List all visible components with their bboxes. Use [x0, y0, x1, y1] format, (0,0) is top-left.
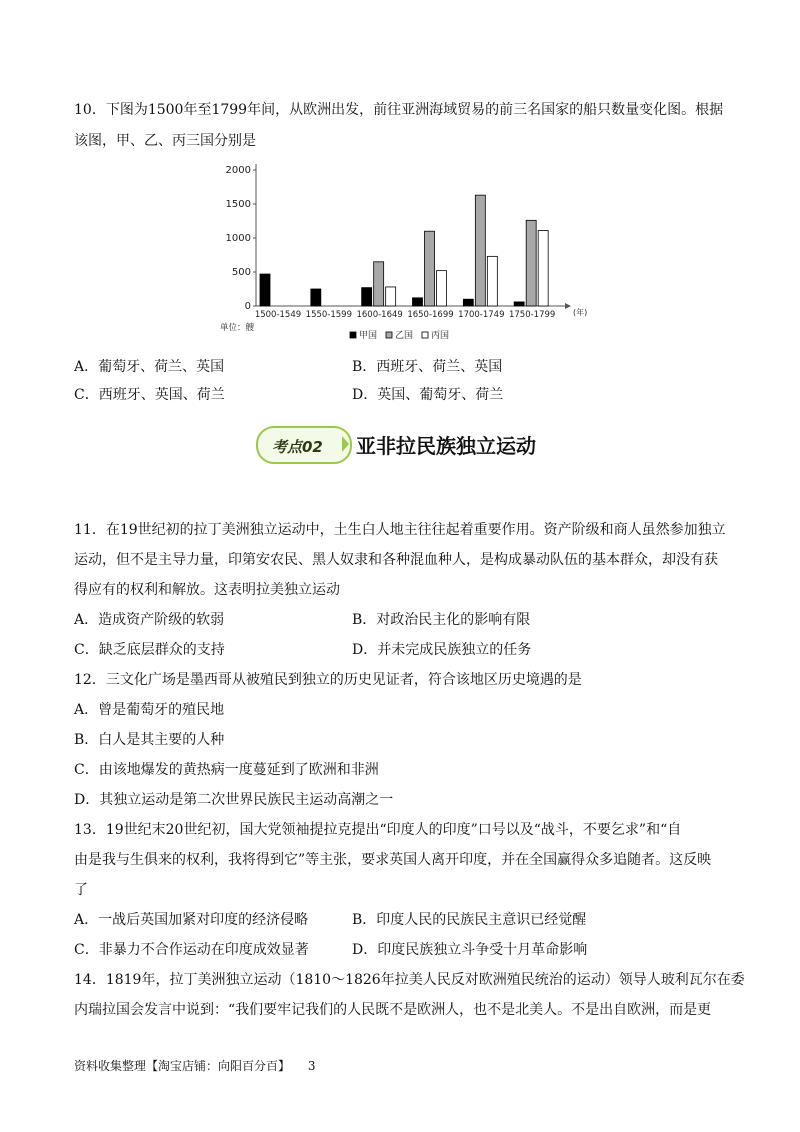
bar [413, 298, 423, 306]
q13-line1: 13．19世纪末20世纪初，国大党领袖提拉克提出“印度人的印度”口号以及“战斗，不要乞求”和“自 [74, 822, 682, 838]
x-axis-label: (年) [573, 308, 588, 317]
bar [374, 262, 384, 306]
banner-code: 考点02 [272, 438, 323, 456]
q11-option-d[interactable]: D．并未完成民族独立的任务 [352, 642, 532, 658]
legend-label: 乙国 [395, 331, 414, 341]
y-tick-label: 0 [244, 301, 251, 312]
q12-option-b[interactable]: B．白人是其主要的人种 [74, 732, 225, 748]
page-footer [74, 1058, 315, 1074]
q13-line2: 由是我与生俱来的权利，我将得到它”等主张，要求英国人离开印度，并在全国赢得众多追随者。这反映 [74, 852, 712, 868]
q10-line2: 该图，甲、乙、丙三国分别是 [74, 133, 256, 149]
q10-line1: 10．下图为1500年至1799年间，从欧洲出发，前往亚洲海域贸易的前三名国家的船只数量变化图。根据 [74, 102, 724, 118]
footer-source: 资料收集整理【淘宝店铺：向阳百分百】 [74, 1059, 291, 1073]
q14-line2: 内瑞拉国会发言中说到：“我们要牢记我们的人民既不是欧洲人，也不是北美人。不是出自欧洲，而是更 [74, 1002, 712, 1018]
q12-option-a[interactable]: A．曾是葡萄牙的殖民地 [74, 702, 225, 718]
x-tick-label: 1550-1599 [305, 310, 353, 320]
legend-swatch [422, 332, 428, 338]
ship-count-chart [220, 160, 600, 342]
bar [437, 271, 447, 306]
q13-line3: 了 [74, 882, 88, 898]
y-tick-label: 1500 [225, 199, 251, 210]
q13-option-d[interactable]: D．印度民族独立斗争受十月革命影响 [352, 942, 588, 958]
bar [514, 302, 524, 306]
bar [362, 288, 372, 306]
q12-option-d[interactable]: D．其独立运动是第二次世界民族民主运动高潮之一 [74, 792, 394, 808]
x-tick-label: 1700-1749 [458, 310, 505, 320]
x-tick-label: 1750-1799 [508, 310, 556, 320]
y-tick-label: 2000 [225, 165, 251, 176]
banner-leaf-icon [340, 436, 350, 452]
bar [487, 256, 497, 306]
section-banner [256, 424, 556, 464]
q11-option-a[interactable]: A．造成资产阶级的软弱 [74, 612, 225, 628]
bar [311, 289, 321, 306]
q10-option-d[interactable]: D．英国、葡萄牙、荷兰 [352, 387, 504, 403]
q12-option-c[interactable]: C．由该地爆发的黄热病一度蔓延到了欧洲和非洲 [74, 762, 379, 778]
bar [463, 299, 473, 306]
legend-label: 丙国 [431, 331, 450, 341]
q11-line2: 运动，但不是主导力量，印第安农民、黑人奴隶和各种混血种人，是构成暴动队伍的基本群众，却没有获 [74, 552, 718, 568]
bar [526, 220, 536, 306]
q10-option-b[interactable]: B．西班牙、荷兰、英国 [352, 359, 503, 375]
q13-option-a[interactable]: A．一战后英国加紧对印度的经济侵略 [74, 912, 309, 928]
bar [260, 274, 270, 306]
y-tick-label: 500 [231, 267, 251, 278]
bar [386, 287, 396, 306]
q13-option-c[interactable]: C．非暴力不合作运动在印度成效显著 [74, 942, 309, 958]
q11-line1: 11．在19世纪初的拉丁美洲独立运动中，土生白人地主往往起着重要作用。资产阶级和商人虽然参加独立 [74, 522, 726, 538]
bar [475, 195, 485, 306]
q12-line1: 12．三文化广场是墨西哥从被殖民到独立的历史见证者，符合该地区历史境遇的是 [74, 672, 582, 688]
legend-swatch [386, 332, 392, 338]
x-tick-label: 1650-1699 [407, 310, 454, 320]
q11-option-c[interactable]: C．缺乏底层群众的支持 [74, 642, 225, 658]
unit-label: 单位：艘 [220, 323, 255, 333]
q11-line3: 得应有的权利和解放。这表明拉美独立运动 [74, 582, 340, 598]
x-axis-arrow [565, 303, 571, 309]
x-tick-label: 1600-1649 [356, 310, 403, 320]
banner-badge [256, 426, 352, 464]
x-tick-label: 1500-1549 [254, 310, 302, 320]
q13-option-b[interactable]: B．印度人民的民族民主意识已经觉醒 [352, 912, 587, 928]
page-number: 3 [307, 1059, 316, 1073]
q14-line1: 14．1819年，拉丁美洲独立运动（1810～1826年拉美人民反对欧洲殖民统治的运动）领导人玻利瓦尔在委 [74, 972, 745, 988]
q11-option-b[interactable]: B．对政治民主化的影响有限 [352, 612, 531, 628]
legend-label: 甲国 [359, 331, 378, 341]
y-tick-label: 1000 [225, 233, 251, 244]
banner-title: 亚非拉民族独立运动 [356, 434, 536, 458]
bar [425, 231, 435, 306]
bar [538, 231, 548, 306]
legend-swatch [350, 332, 356, 338]
q10-option-a[interactable]: A．葡萄牙、荷兰、英国 [74, 359, 225, 375]
q10-option-c[interactable]: C．西班牙、英国、荷兰 [74, 387, 225, 403]
